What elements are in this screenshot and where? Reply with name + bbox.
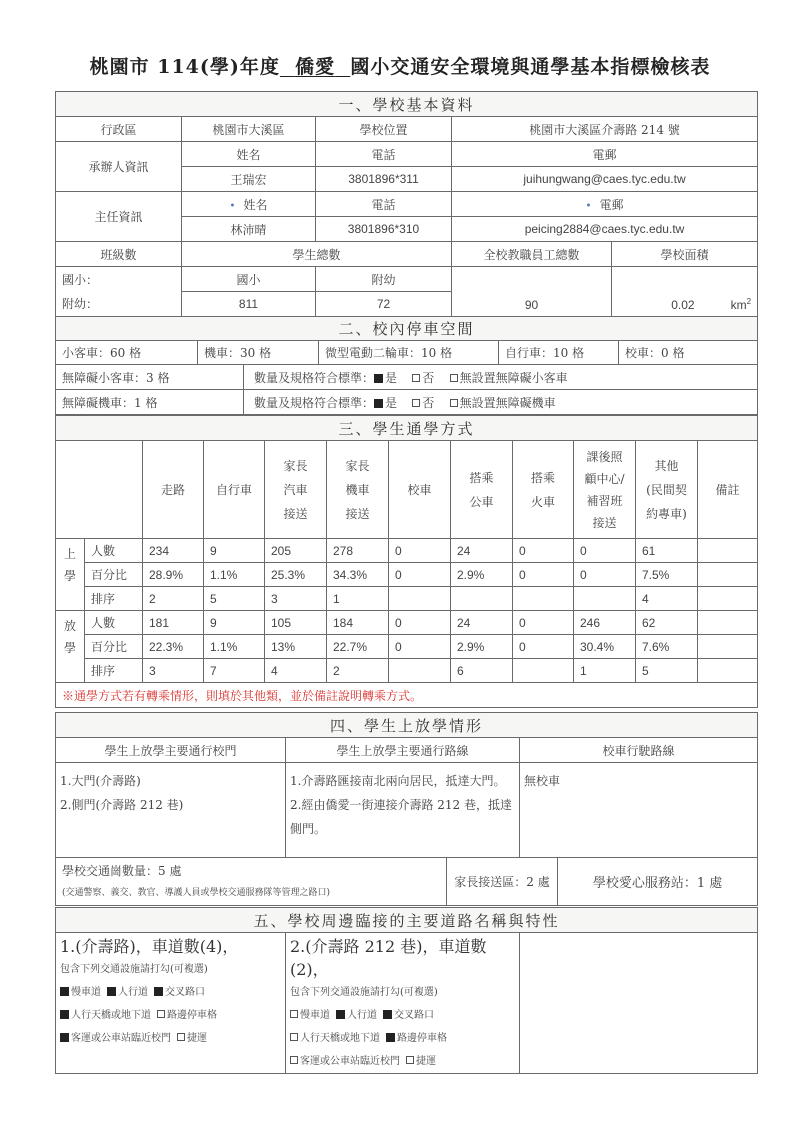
area-unit: km [730,298,747,312]
option-no: 否 [422,395,435,410]
road-title: 1.(介壽路)，車道數(4)， [60,937,239,956]
transport-cell: 0 [389,635,451,659]
transport-cell: 7.5% [636,563,698,587]
transport-row [56,635,758,659]
transport-row [56,611,758,635]
contact-phone-label: 電話 [316,142,452,167]
facility-label: 客運或公車站臨近校門 [71,1033,171,1044]
contact-name: 王瑞宏 [182,167,316,192]
accessible-motorcycle-criteria-cell [244,390,758,415]
facility-line [290,1050,515,1073]
transport-row-label: 百分比 [85,563,143,587]
facility-label: 交叉路口 [165,987,205,998]
facility-label: 捷運 [416,1056,436,1067]
checkbox-checked-icon[interactable] [383,1010,392,1019]
parking-motorcycle: 機車：30 格 [198,341,319,365]
option-no: 否 [422,370,435,385]
transport-cell: 3 [143,659,204,683]
transport-cell: 181 [143,611,204,635]
checkbox-checked-icon[interactable] [107,987,116,996]
contact-email: juihungwang@caes.tyc.edu.tw [452,167,758,192]
transport-cell: 2.9% [451,635,513,659]
transport-cell: 0 [513,611,574,635]
road-1 [56,933,286,1074]
transport-cell: 5 [204,587,265,611]
facility-line [290,1027,515,1050]
transport-cell: 62 [636,611,698,635]
students-label: 學生總數 [182,242,452,267]
route-item: 1.介壽路匯接南北兩向居民，抵達大門。 [290,774,506,788]
transport-body [56,539,758,683]
district-value: 桃園市大溪區 [182,117,316,142]
section1-heading: 一、學校基本資料 [56,92,758,117]
transport-cell [698,563,758,587]
transport-cell: 0 [574,539,636,563]
section3-table [55,415,758,708]
checkbox-checked-icon[interactable] [374,399,383,408]
director-label: 主任資訊 [56,192,182,242]
transport-cell [698,539,758,563]
traffic-posts-note: (交通警察、義交、教官、導護人員或學校交通服務隊等管理之路口) [62,887,331,898]
accessible-car-criteria: 數量及規格符合標準： [254,370,375,385]
gate-item: 1.大門(介壽路) [60,774,141,788]
checkbox-unchecked-icon[interactable] [412,399,420,407]
gates-label: 學生上放學主要通行校門 [56,738,286,763]
transport-cell: 0 [389,611,451,635]
col-other: 其他 (民間契 約專車) [636,441,698,539]
parking-car: 小客車：60 格 [56,341,198,365]
gate-item: 2.側門(介壽路 212 巷) [60,798,184,812]
col-parent-motorcycle: 家長 機車 接送 [327,441,389,539]
title-prefix: 桃園市 114(學)年度 [89,56,280,78]
checkbox-unchecked-icon[interactable] [290,1033,298,1041]
transport-cell: 30.4% [574,635,636,659]
transport-cell: 246 [574,611,636,635]
bus-route-value: 無校車 [520,763,758,858]
director-email-label-cell [452,192,758,217]
facility-line [60,981,281,1004]
facility-label: 人行天橋或地下道 [71,1010,151,1021]
accessible-car-row [56,365,758,390]
facility-line [60,1027,281,1050]
location-value: 桃園市大溪區介壽路 214 號 [452,117,758,142]
routes-label: 學生上放學主要通行路線 [286,738,520,763]
option-none: 無設置無障礙機車 [459,395,556,410]
transport-row-label: 排序 [85,659,143,683]
director-name-label-cell [182,192,316,217]
transport-cell: 1.1% [204,635,265,659]
transport-cell [389,659,451,683]
transport-cell: 4 [636,587,698,611]
bus-route-label: 校車行駛路線 [520,738,758,763]
checkbox-unchecked-icon[interactable] [290,1056,298,1064]
road-hint: 包含下列交通設施請打勾(可複選) [60,964,208,975]
transport-header-corner [56,441,143,539]
checkbox-unchecked-icon[interactable] [406,1056,414,1064]
facility-label: 捷運 [187,1033,207,1044]
transport-cell [513,587,574,611]
students-elementary-label: 國小 [182,267,316,292]
transport-cell: 22.7% [327,635,389,659]
facility-label: 慢車道 [71,987,101,998]
transport-cell: 1.1% [204,563,265,587]
transport-header-row [56,441,758,539]
section2-heading: 二、校內停車空間 [56,317,758,341]
service-station: 學校愛心服務站：1 處 [558,858,758,906]
transport-cell: 0 [513,539,574,563]
director-email: peicing2884@caes.tyc.edu.tw [452,217,758,242]
transport-cell: 9 [204,611,265,635]
transport-cell: 28.9% [143,563,204,587]
facility-line [60,1004,281,1027]
accessible-car-criteria-cell [244,365,758,390]
director-name: 林沛晴 [182,217,316,242]
transport-row-label: 排序 [85,587,143,611]
parking-school-bus: 校車：0 格 [619,341,758,365]
transport-cell: 0 [513,563,574,587]
transport-cell: 25.3% [265,563,327,587]
checkbox-unchecked-icon[interactable] [412,374,420,382]
routes-list [286,763,520,858]
route-item: 2.經由僑愛一街連接介壽路 212 巷，抵達側門。 [290,798,512,836]
facility-label: 人行道 [118,987,148,998]
section2-table [55,316,758,415]
contact-name-label: 姓名 [182,142,316,167]
transport-cell: 7 [204,659,265,683]
col-bicycle: 自行車 [204,441,265,539]
checkbox-checked-icon[interactable] [336,1010,345,1019]
traffic-posts-cell [56,858,447,906]
accessible-motorcycle-row [56,390,758,415]
facility-label: 路邊停車格 [167,1010,217,1021]
transport-cell: 24 [451,611,513,635]
option-yes: 是 [385,395,398,410]
contact-phone: 3801896*311 [316,167,452,192]
facility-label: 人行天橋或地下道 [300,1033,380,1044]
transport-cell [574,587,636,611]
transport-cell: 0 [574,563,636,587]
facility-line [290,1004,515,1027]
col-train: 搭乘 火車 [513,441,574,539]
facility-label: 交叉路口 [394,1010,434,1021]
transport-row-label: 百分比 [85,635,143,659]
checkbox-unchecked-icon[interactable] [450,374,458,382]
transport-cell: 34.3% [327,563,389,587]
facility-label: 路邊停車格 [397,1033,447,1044]
transport-cell [513,659,574,683]
transport-cell: 0 [389,539,451,563]
checkbox-unchecked-icon[interactable] [177,1033,185,1041]
section5-heading: 五、學校周邊臨接的主要道路名稱與特性 [56,908,758,933]
transport-cell: 5 [636,659,698,683]
transport-cell: 7.6% [636,635,698,659]
area-value-cell [612,267,758,317]
road-empty-cell [520,933,758,1074]
col-remarks: 備註 [698,441,758,539]
col-afterschool: 課後照 顧中心/ 補習班 接送 [574,441,636,539]
accessible-motorcycle-criteria: 數量及規格符合標準： [254,395,375,410]
transport-cell: 0 [513,635,574,659]
checkbox-checked-icon[interactable] [60,1010,69,1019]
transport-cell: 1 [327,587,389,611]
facility-label: 慢車道 [300,1010,330,1021]
area-label: 學校面積 [612,242,758,267]
students-kindergarten-label: 附幼 [316,267,452,292]
bullet-dot-icon: • [229,200,236,212]
director-phone: 3801896*310 [316,217,452,242]
staff-total: 90 [452,267,612,317]
transport-cell: 13% [265,635,327,659]
transport-cell: 278 [327,539,389,563]
contact-label: 承辦人資訊 [56,142,182,192]
students-kindergarten: 72 [316,292,452,317]
checkbox-unchecked-icon[interactable] [290,1010,298,1018]
section4-heading: 四、學生上放學情形 [56,713,758,738]
checkbox-checked-icon[interactable] [374,374,383,383]
transport-cell: 184 [327,611,389,635]
road-2 [286,933,520,1074]
title-school-name: 僑愛 [295,56,336,78]
transport-row [56,587,758,611]
area-unit-sup: 2 [746,297,752,306]
traffic-posts: 學校交通崗數量：5 處 [62,863,182,878]
transport-cell [451,587,513,611]
transport-cell: 9 [204,539,265,563]
parent-dropoff: 家長接送區：2 處 [447,858,558,906]
transport-cell: 2 [143,587,204,611]
transport-note: ※通學方式若有轉乘情形，則填於其他類，並於備註說明轉乘方式。 [56,683,758,708]
checkbox-unchecked-icon[interactable] [157,1010,165,1018]
classes-kindergarten-label: 附幼： [56,292,182,317]
transport-cell: 0 [389,563,451,587]
transport-cell: 4 [265,659,327,683]
transport-cell: 2 [327,659,389,683]
area-value: 0.02 [671,298,695,312]
director-email-label: 電郵 [599,197,624,212]
transport-row-label: 人數 [85,539,143,563]
transport-cell: 61 [636,539,698,563]
section5-table [55,907,758,1074]
transport-cell: 22.3% [143,635,204,659]
bullet-dot-icon: • [585,200,592,212]
classes-elementary-label: 國小： [56,267,182,292]
col-parent-car: 家長 汽車 接送 [265,441,327,539]
parking-micro-ev: 微型電動二輪車：10 格 [319,341,499,365]
contact-email-label: 電郵 [452,142,758,167]
section3-heading: 三、學生通學方式 [56,416,758,441]
gates-list [56,763,286,858]
transport-cell: 105 [265,611,327,635]
road-hint: 包含下列交通設施請打勾(可複選) [290,987,438,998]
transport-cell: 1 [574,659,636,683]
option-none: 無設置無障礙小客車 [459,370,568,385]
transport-cell [389,587,451,611]
facility-label: 人行道 [347,1010,377,1021]
location-label: 學校位置 [316,117,452,142]
transport-cell: 205 [265,539,327,563]
checkbox-checked-icon[interactable] [60,987,69,996]
col-public-bus: 搭乘 公車 [451,441,513,539]
transport-cell: 6 [451,659,513,683]
accessible-motorcycle-label: 無障礙機車：1 格 [56,390,244,415]
classes-label: 班級數 [56,242,182,267]
col-walk: 走路 [143,441,204,539]
checkbox-unchecked-icon[interactable] [450,399,458,407]
transport-cell [698,635,758,659]
col-school-bus: 校車 [389,441,451,539]
director-phone-label: 電話 [316,192,452,217]
document-title [0,52,800,79]
director-name-label: 姓名 [243,197,268,212]
students-elementary: 811 [182,292,316,317]
transport-cell [698,587,758,611]
accessible-car-label: 無障礙小客車：3 格 [56,365,244,390]
transport-row [56,539,758,563]
section1-table [55,91,758,317]
checkbox-checked-icon[interactable] [386,1033,395,1042]
transport-cell [698,611,758,635]
transport-cell: 24 [451,539,513,563]
transport-cell: 3 [265,587,327,611]
section4-table [55,712,758,906]
district-label: 行政區 [56,117,182,142]
transport-group-label: 放 學 [56,611,85,683]
transport-group-label: 上 學 [56,539,85,611]
title-suffix: 國小交通安全環境與通學基本指標檢核表 [350,56,711,78]
transport-cell [698,659,758,683]
transport-row [56,563,758,587]
option-yes: 是 [385,370,398,385]
transport-cell: 2.9% [451,563,513,587]
transport-row-label: 人數 [85,611,143,635]
checkbox-checked-icon[interactable] [154,987,163,996]
transport-row [56,659,758,683]
road-title: 2.(介壽路 212 巷)，車道數(2)， [290,937,487,979]
parking-bicycle: 自行車：10 格 [499,341,619,365]
transport-cell: 234 [143,539,204,563]
facility-label: 客運或公車站臨近校門 [300,1056,400,1067]
checkbox-checked-icon[interactable] [60,1033,69,1042]
staff-label: 全校教職員工總數 [452,242,612,267]
